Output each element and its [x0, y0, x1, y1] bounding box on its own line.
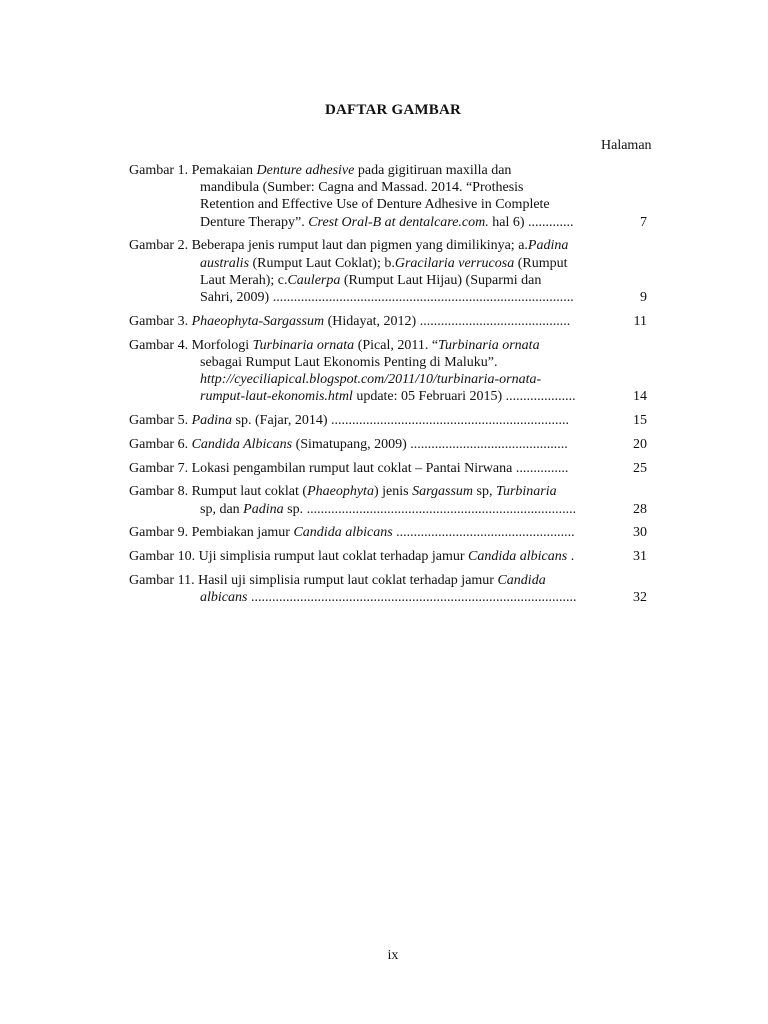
figure-caption-line — [200, 215, 574, 230]
figure-label: Gambar 4. — [129, 337, 192, 353]
caption-segment: ................................................... — [392, 525, 575, 541]
figure-entry — [129, 548, 647, 565]
caption-segment: (Rumput — [514, 255, 568, 271]
figure-caption-line — [192, 461, 569, 476]
figure-entry — [129, 337, 647, 406]
figure-entry-text — [129, 237, 617, 306]
figure-caption-line — [192, 314, 571, 329]
figure-entry — [129, 524, 647, 541]
caption-segment: Hasil uji simplisia rumput laut coklat terhadap jamur — [198, 573, 498, 588]
caption-segment: Sahri, 2009) ...................................................................................... — [200, 290, 574, 306]
figure-caption-line — [200, 590, 576, 605]
caption-segment: Sargassum — [412, 484, 473, 500]
figure-entry — [129, 313, 647, 330]
caption-segment: Laut Merah); c. — [200, 272, 288, 288]
figure-label: Gambar 3. — [129, 313, 192, 329]
caption-segment: pada gigitiruan maxilla dan — [354, 163, 512, 178]
figure-page-number: 14 — [633, 389, 647, 405]
caption-segment: (Rumput Laut Coklat); b. — [249, 255, 395, 271]
caption-segment: albicans — [200, 590, 248, 606]
caption-segment: Candida — [497, 573, 546, 588]
page-number: ix — [387, 948, 399, 963]
figure-page-number: 30 — [633, 525, 647, 541]
figure-label: Gambar 7. — [129, 460, 192, 476]
figure-label: Gambar 5. — [129, 413, 192, 429]
caption-segment: Denture adhesive — [256, 163, 355, 178]
caption-segment: http://cyeciliapical.blogspot.com/2011/10/turbinaria-ornata- — [200, 372, 542, 388]
figure-caption-line — [192, 413, 569, 428]
figure-entry-text — [129, 572, 617, 606]
figure-caption-line — [199, 549, 575, 564]
figure-entry — [129, 460, 647, 477]
caption-segment: Morfologi — [191, 337, 253, 353]
caption-segment: rumput-laut-ekonomis.html — [200, 389, 353, 405]
caption-segment: Padina — [527, 238, 569, 254]
page-title: DAFTAR GAMBAR — [324, 102, 462, 118]
caption-segment: Gracilaria verrucosa — [394, 255, 515, 271]
caption-segment: (Pical, 2011. “ — [354, 337, 439, 353]
caption-segment: (Simatupang, 2009) ............................................. — [292, 436, 568, 452]
figure-page-number: 32 — [633, 590, 647, 606]
caption-segment: Pemakaian — [191, 163, 257, 178]
caption-segment: australis — [200, 255, 250, 271]
figure-caption-line — [192, 338, 540, 353]
caption-segment: sp. ............................................................................. — [283, 501, 577, 517]
figure-caption-line — [200, 197, 550, 212]
caption-segment: Padina — [191, 413, 233, 429]
figure-entry-text — [129, 162, 617, 231]
caption-segment: mandibula (Sumber: Cagna and Massad. 2014. “Prothesis — [200, 180, 524, 196]
figure-label: Gambar 1. — [129, 163, 192, 178]
caption-segment: sp, dan — [200, 501, 244, 517]
figure-caption-line — [192, 238, 569, 253]
caption-segment: Denture Therapy”. — [200, 214, 309, 230]
figure-caption-line — [200, 372, 541, 387]
caption-segment: sp, — [473, 484, 496, 500]
page-column-header: Halaman — [601, 138, 652, 153]
figure-caption-line — [200, 502, 576, 517]
caption-segment: sebagai Rumput Laut Ekonomis Penting di Maluku”. — [200, 354, 498, 370]
caption-segment: Turbinaria ornata — [438, 337, 540, 353]
caption-segment: Uji simplisia rumput laut coklat terhadap jamur — [198, 549, 469, 565]
figure-label: Gambar 9. — [129, 525, 192, 541]
caption-segment: Turbinaria ornata — [252, 337, 355, 353]
caption-segment: Phaeophyta-Sargassum — [191, 313, 325, 329]
figure-list — [129, 162, 647, 613]
figure-entry — [129, 412, 647, 429]
figure-page-number: 7 — [640, 214, 647, 230]
figure-entry-text — [129, 337, 617, 406]
caption-segment: Candida albicans — [468, 549, 568, 565]
caption-segment: Rumput laut coklat ( — [191, 484, 308, 500]
figure-label: Gambar 2. — [129, 238, 192, 254]
caption-segment: Turbinaria — [495, 484, 557, 500]
caption-segment: update: 05 Februari 2015) .................... — [352, 389, 576, 405]
figure-caption-line — [200, 180, 524, 195]
caption-segment: Caulerpa — [287, 272, 341, 288]
figure-caption-line — [200, 355, 497, 370]
figure-page-number: 31 — [633, 549, 647, 565]
caption-segment: Beberapa jenis rumput laut dan pigmen yang dimilikinya; a. — [191, 238, 528, 254]
figure-entry-text — [129, 412, 617, 429]
figure-label: Gambar 10. — [129, 549, 199, 565]
caption-segment: Retention and Effective Use of Denture Adhesive in Complete — [200, 197, 550, 213]
figure-caption-line — [200, 273, 541, 288]
figure-entry-text — [129, 313, 617, 330]
figure-caption-line — [200, 256, 568, 271]
figure-caption-line — [198, 573, 546, 588]
caption-segment: ............................................................................................. — [247, 590, 577, 606]
figure-entry-text — [129, 436, 617, 453]
figure-entry — [129, 162, 647, 231]
figure-caption-line — [200, 290, 574, 305]
figure-label: Gambar 11. — [129, 573, 199, 588]
caption-segment: . — [567, 549, 575, 565]
caption-segment: Padina — [243, 501, 284, 517]
figure-caption-line — [192, 525, 575, 540]
figure-entry-text — [129, 548, 617, 565]
caption-segment: Phaeophyta — [307, 484, 374, 500]
figure-caption-line — [192, 163, 512, 178]
figure-entry-text — [129, 483, 617, 517]
figure-entry — [129, 237, 647, 306]
caption-segment: hal 6) ............. — [488, 214, 574, 230]
caption-segment: ) jenis — [373, 484, 413, 500]
figure-page-number: 25 — [633, 460, 647, 476]
figure-caption-line — [192, 437, 568, 452]
figure-label: Gambar 6. — [129, 436, 192, 452]
caption-segment: Candida albicans — [293, 525, 393, 541]
figure-entry-text — [129, 460, 617, 477]
caption-segment: Crest Oral-B at dentalcare.com. — [308, 214, 489, 230]
figure-page-number: 28 — [633, 501, 647, 517]
figure-entry — [129, 483, 647, 517]
caption-segment: Candida Albicans — [191, 436, 293, 452]
figure-caption-line — [200, 389, 576, 404]
figure-entry — [129, 436, 647, 453]
caption-segment: (Hidayat, 2012) ........................................... — [324, 313, 571, 329]
figure-caption-line — [192, 484, 557, 499]
caption-segment: (Rumput Laut Hijau) (Suparmi dan — [340, 272, 542, 288]
figure-entry — [129, 572, 647, 606]
caption-segment: Pembiakan jamur — [191, 525, 294, 541]
figure-page-number: 9 — [640, 290, 647, 306]
caption-segment: sp. (Fajar, 2014) .................................................................... — [232, 413, 570, 429]
caption-segment: Lokasi pengambilan rumput laut coklat – Pantai Nirwana ............... — [191, 460, 569, 476]
figure-entry-text — [129, 524, 617, 541]
figure-page-number: 11 — [633, 313, 647, 329]
figure-page-number: 15 — [633, 413, 647, 429]
figure-label: Gambar 8. — [129, 484, 192, 500]
figure-page-number: 20 — [633, 436, 647, 452]
